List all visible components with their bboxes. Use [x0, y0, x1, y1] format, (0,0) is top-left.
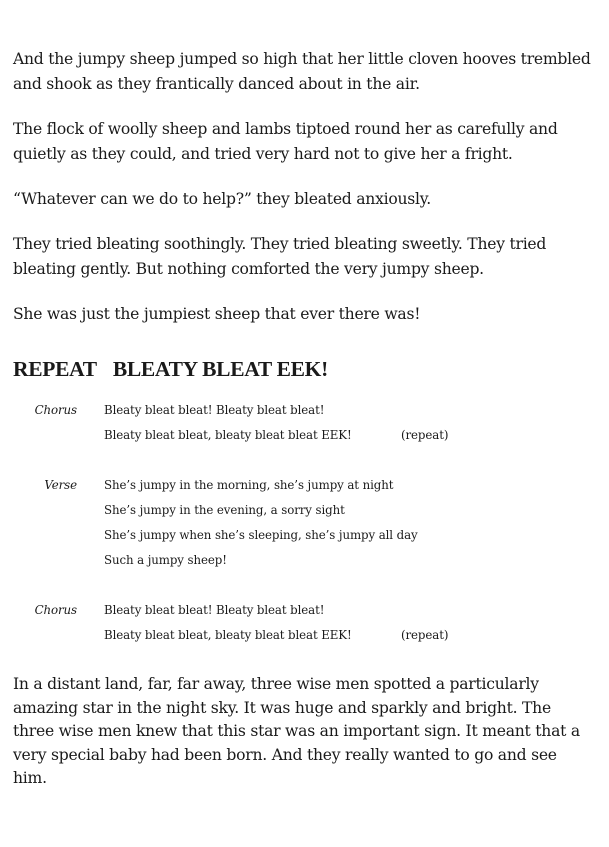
lyric-text: Bleaty bleat bleat! Bleaty bleat bleat!: [104, 603, 325, 617]
song-lyrics: [13, 398, 595, 648]
song-heading-title: BLEATY BLEAT EEK!: [112, 357, 328, 381]
lyric-text: Bleaty bleat bleat, bleaty bleat bleat EEK!: [104, 428, 352, 442]
chorus-stanza: [13, 598, 595, 648]
stanza-label: Chorus: [34, 403, 77, 417]
story-paragraph: And the jumpy sheep jumped so high that her little cloven hooves trembled and shook as they frantically danced about in the air.: [13, 50, 591, 93]
lyric-line: [13, 423, 595, 448]
lyric-text: Such a jumpy sheep!: [104, 553, 227, 567]
repeat-marker: (repeat): [401, 628, 449, 642]
lyric-text: She’s jumpy in the evening, a sorry sight: [104, 503, 345, 517]
story-paragraph: She was just the jumpiest sheep that ever there was!: [13, 305, 421, 323]
lyric-line: [13, 598, 595, 623]
stanza-label: Chorus: [34, 603, 77, 617]
lyric-text: She’s jumpy in the morning, she’s jumpy at night: [104, 478, 394, 492]
story-page: [13, 47, 595, 806]
chorus-stanza: [13, 398, 595, 448]
verse-stanza: [13, 473, 595, 573]
lyric-text: She’s jumpy when she’s sleeping, she’s jumpy all day: [104, 528, 418, 542]
lyric-line: [13, 523, 595, 548]
story-paragraph: They tried bleating soothingly. They tried bleating sweetly. They tried bleating gently. But nothing comforted the very jumpy sheep.: [13, 235, 547, 278]
story-paragraph: “Whatever can we do to help?” they bleated anxiously.: [13, 190, 431, 208]
lyric-line: [13, 398, 595, 423]
lyric-line: [13, 623, 595, 648]
lyric-text: Bleaty bleat bleat, bleaty bleat bleat EEK!: [104, 628, 352, 642]
stanza-label: Verse: [44, 478, 77, 492]
song-heading: [13, 356, 595, 382]
story-paragraph: In a distant land, far, far away, three wise men spotted a particularly amazing star in the night sky. It was huge and sparkly and bright. The three wise men knew that this star was an important sign. It meant that a very special baby had been born. And they really wanted to go and see him.: [13, 675, 580, 787]
lyric-text: Bleaty bleat bleat! Bleaty bleat bleat!: [104, 403, 325, 417]
lyric-line: [13, 498, 595, 523]
song-heading-label: REPEAT: [13, 357, 97, 381]
lyric-line: [13, 473, 595, 498]
story-paragraph: The flock of woolly sheep and lambs tiptoed round her as carefully and quietly as they could, and tried very hard not to give her a fright.: [13, 120, 558, 163]
repeat-marker: (repeat): [401, 428, 449, 442]
lyric-line: [13, 548, 595, 573]
